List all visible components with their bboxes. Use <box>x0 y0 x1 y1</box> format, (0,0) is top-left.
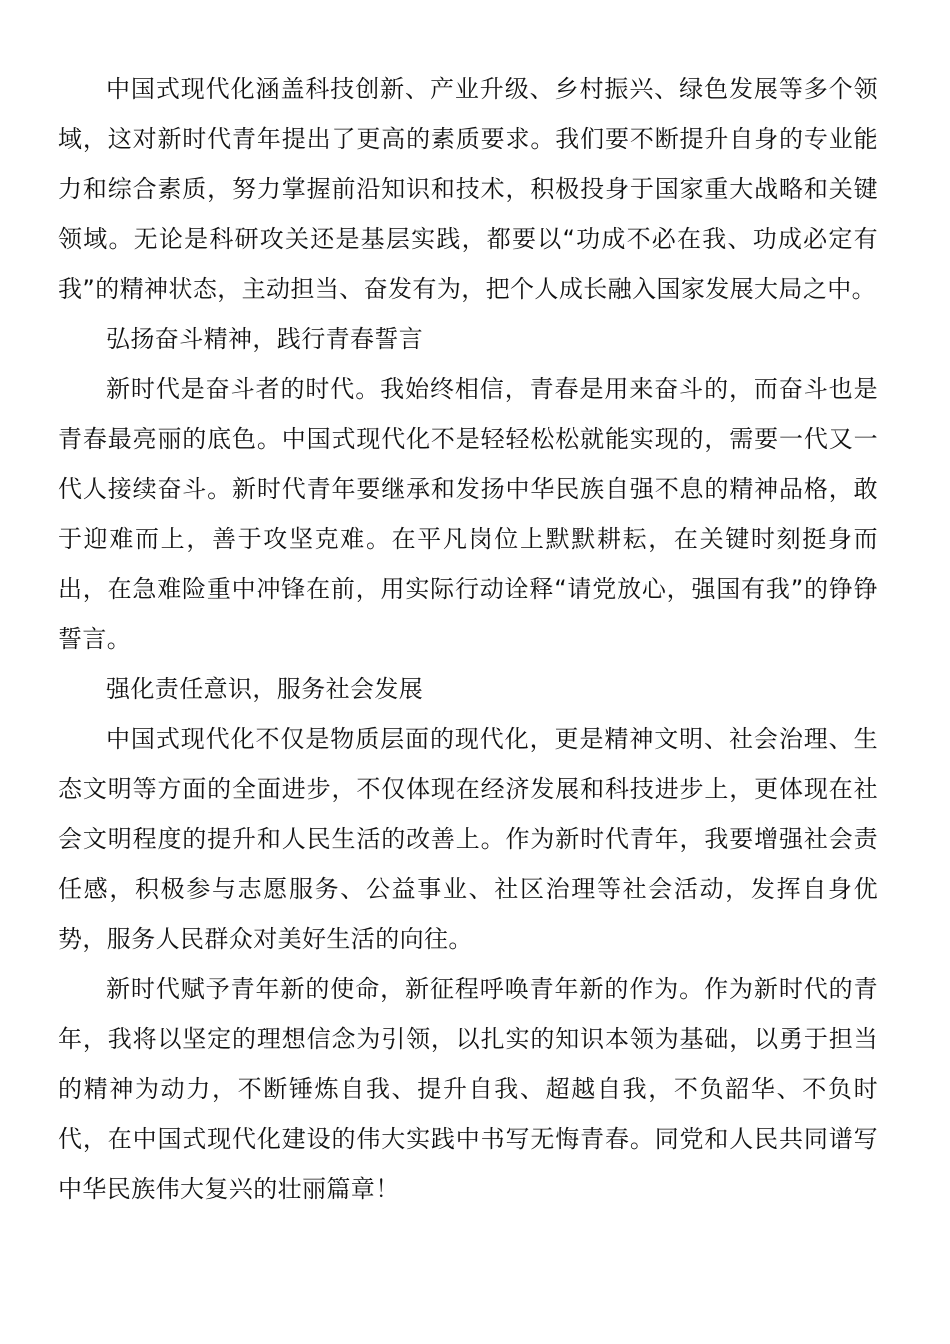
body-paragraph-2: 新时代是奋斗者的时代。我始终相信，青春是用来奋斗的，而奋斗也是青春最亮丽的底色。中国式现代化不是轻轻松松就能实现的，需要一代又一代人接续奋斗。新时代青年要继承和发扬中华民族自强不息的精神品格，敢于迎难而上，善于攻坚克难。在平凡岗位上默默耕耘，在关键时刻挺身而出，在急难险重中冲锋在前，用实际行动诠释“请党放心，强国有我”的铮铮誓言。 <box>58 375 878 653</box>
section-heading-1: 弘扬奋斗精神，践行青春誓言 <box>106 325 424 353</box>
section-heading-2: 强化责任意识，服务社会发展 <box>106 675 424 703</box>
body-paragraph-1: 中国式现代化涵盖科技创新、产业升级、乡村振兴、绿色发展等多个领域，这对新时代青年提出了更高的素质要求。我们要不断提升自身的专业能力和综合素质，努力掌握前沿知识和技术，积极投身于国家重大战略和关键领域。无论是科研攻关还是基层实践，都要以“功成不必在我、功成必定有我”的精神状态，主动担当、奋发有为，把个人成长融入国家发展大局之中。 <box>58 75 878 303</box>
body-paragraph-3: 中国式现代化不仅是物质层面的现代化，更是精神文明、社会治理、生态文明等方面的全面进步，不仅体现在经济发展和科技进步上，更体现在社会文明程度的提升和人民生活的改善上。作为新时代青年，我要增强社会责任感，积极参与志愿服务、公益事业、社区治理等社会活动，发挥自身优势，服务人民群众对美好生活的向往。 <box>58 725 878 953</box>
document-page <box>58 64 878 1214</box>
body-paragraph-4: 新时代赋予青年新的使命，新征程呼唤青年新的作为。作为新时代的青年，我将以坚定的理想信念为引领，以扎实的知识本领为基础，以勇于担当的精神为动力，不断锤炼自我、提升自我、超越自我，不负韶华、不负时代，在中国式现代化建设的伟大实践中书写无悔青春。同党和人民共同谱写中华民族伟大复兴的壮丽篇章！ <box>58 975 878 1203</box>
